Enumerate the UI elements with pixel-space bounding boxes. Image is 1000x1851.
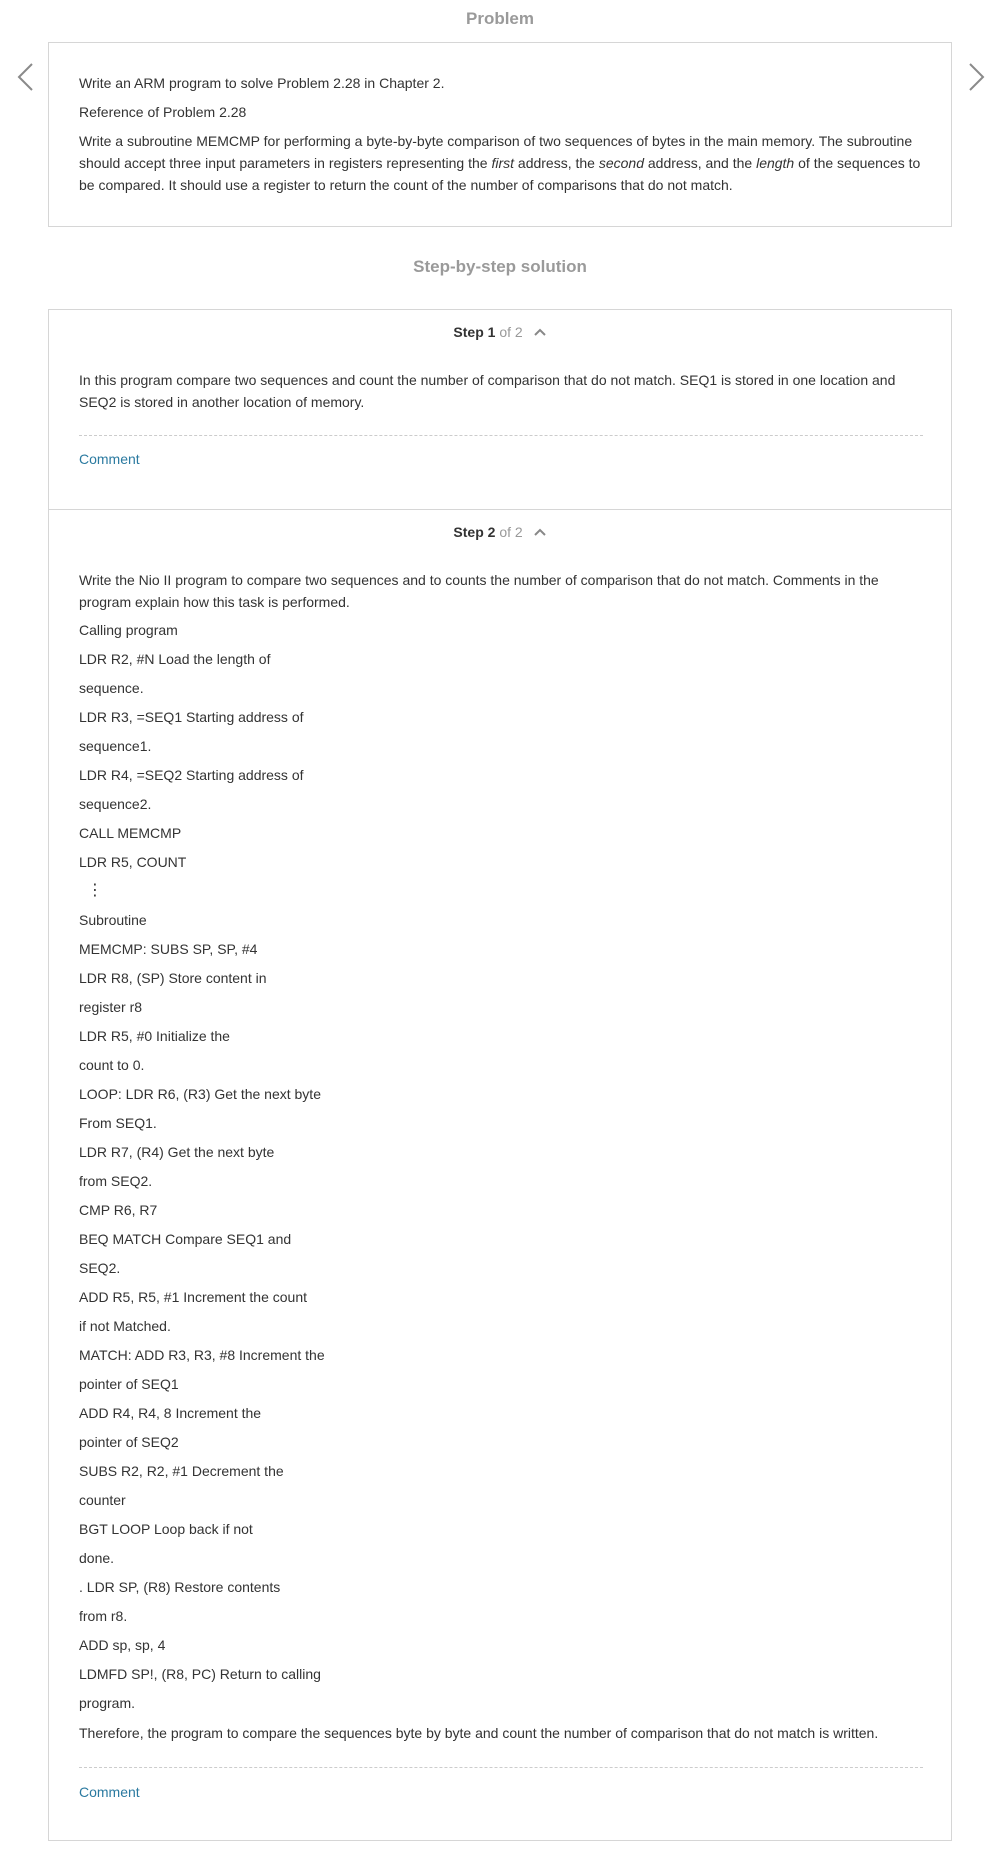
step-separator: [49, 509, 951, 510]
step-2-intro: Write the Nio II program to compare two sequences and to counts the number of comparison that do not match. Comments in the program explain how this task is performed.: [79, 572, 879, 610]
code-line: LDR R7, (R4) Get the next byte: [79, 1144, 275, 1160]
code-line: LDMFD SP!, (R8, PC) Return to calling: [79, 1666, 321, 1682]
code-line: CALL MEMCMP: [79, 825, 182, 841]
code-line: Subroutine: [79, 912, 147, 928]
problem-reference: Reference of Problem 2.28: [79, 104, 247, 120]
code-line: LOOP: LDR R6, (R3) Get the next byte: [79, 1086, 321, 1102]
problem-line-1: Write an ARM program to solve Problem 2.28 in Chapter 2.: [79, 75, 445, 91]
code-line: sequence.: [79, 680, 144, 696]
step-1-header[interactable]: [49, 322, 951, 342]
code-line: LDR R5, COUNT: [79, 854, 187, 870]
code-line: MEMCMP: SUBS SP, SP, #4: [79, 941, 258, 957]
chevron-right-icon[interactable]: [964, 60, 988, 94]
chevron-up-icon[interactable]: [533, 327, 547, 337]
code-line: LDR R2, #N Load the length of: [79, 651, 271, 667]
code-line: Calling program: [79, 622, 178, 638]
code-line: sequence2.: [79, 796, 152, 812]
chevron-up-icon[interactable]: [533, 527, 547, 537]
code-line: pointer of SEQ1: [79, 1376, 179, 1392]
solution-heading: Step-by-step solution: [413, 257, 587, 276]
code-line: counter: [79, 1492, 126, 1508]
code-line: count to 0.: [79, 1057, 145, 1073]
code-line: LDR R3, =SEQ1 Starting address of: [79, 709, 304, 725]
code-line: register r8: [79, 999, 143, 1015]
step-1-text: In this program compare two sequences and count the number of comparison that do not match. SEQ1 is stored in one location and SEQ2 is stored in another location of memory.: [79, 372, 896, 410]
code-line: if not Matched.: [79, 1318, 171, 1334]
code-line: from SEQ2.: [79, 1173, 153, 1189]
code-line: From SEQ1.: [79, 1115, 157, 1131]
code-line: LDR R8, (SP) Store content in: [79, 970, 267, 986]
chevron-left-icon[interactable]: [14, 60, 38, 94]
code-line: ADD sp, sp, 4: [79, 1637, 166, 1653]
step-2-comment-link[interactable]: Comment: [79, 1784, 140, 1800]
code-line: sequence1.: [79, 738, 152, 754]
step-1-divider: [79, 435, 923, 436]
code-line: MATCH: ADD R3, R3, #8 Increment the: [79, 1347, 325, 1363]
step-1-comment-link[interactable]: Comment: [79, 451, 140, 467]
code-line: LDR R5, #0 Initialize the: [79, 1028, 230, 1044]
step-2-count: of 2: [499, 524, 523, 540]
step-2-conclusion: Therefore, the program to compare the sequences byte by byte and count the number of comparison that do not match is written.: [79, 1725, 879, 1741]
code-line: BEQ MATCH Compare SEQ1 and: [79, 1231, 292, 1247]
problem-heading: Problem: [465, 9, 535, 28]
code-line: ADD R5, R5, #1 Increment the count: [79, 1289, 307, 1305]
step-1-label: Step 1: [453, 324, 496, 340]
code-line: SUBS R2, R2, #1 Decrement the: [79, 1463, 284, 1479]
code-line: ADD R4, R4, 8 Increment the: [79, 1405, 262, 1421]
solution-box: [48, 309, 952, 1841]
code-line: . LDR SP, (R8) Restore contents: [79, 1579, 281, 1595]
step-1-count: of 2: [499, 324, 523, 340]
code-line: program.: [79, 1695, 136, 1711]
code-line: LDR R4, =SEQ2 Starting address of: [79, 767, 304, 783]
code-line: from r8.: [79, 1608, 128, 1624]
problem-description: Write a subroutine MEMCMP for performing a byte-by-byte comparison of two sequences of bytes in the main memory. The subroutine should accept three input parameters in registers representing the first address, the second address, and the length of the sequences to be compared. It should use a register to return the count of the number of comparisons that do not match.: [79, 133, 921, 193]
code-line: SEQ2.: [79, 1260, 121, 1276]
step-2-label: Step 2: [453, 524, 496, 540]
step-2-header[interactable]: [49, 522, 951, 542]
code-line: pointer of SEQ2: [79, 1434, 179, 1450]
step-2-divider: [79, 1767, 923, 1768]
code-line: BGT LOOP Loop back if not: [79, 1521, 253, 1537]
problem-box: [48, 42, 952, 227]
code-line: CMP R6, R7: [79, 1202, 158, 1218]
code-line: ⋮: [87, 882, 103, 899]
code-line: done.: [79, 1550, 115, 1566]
